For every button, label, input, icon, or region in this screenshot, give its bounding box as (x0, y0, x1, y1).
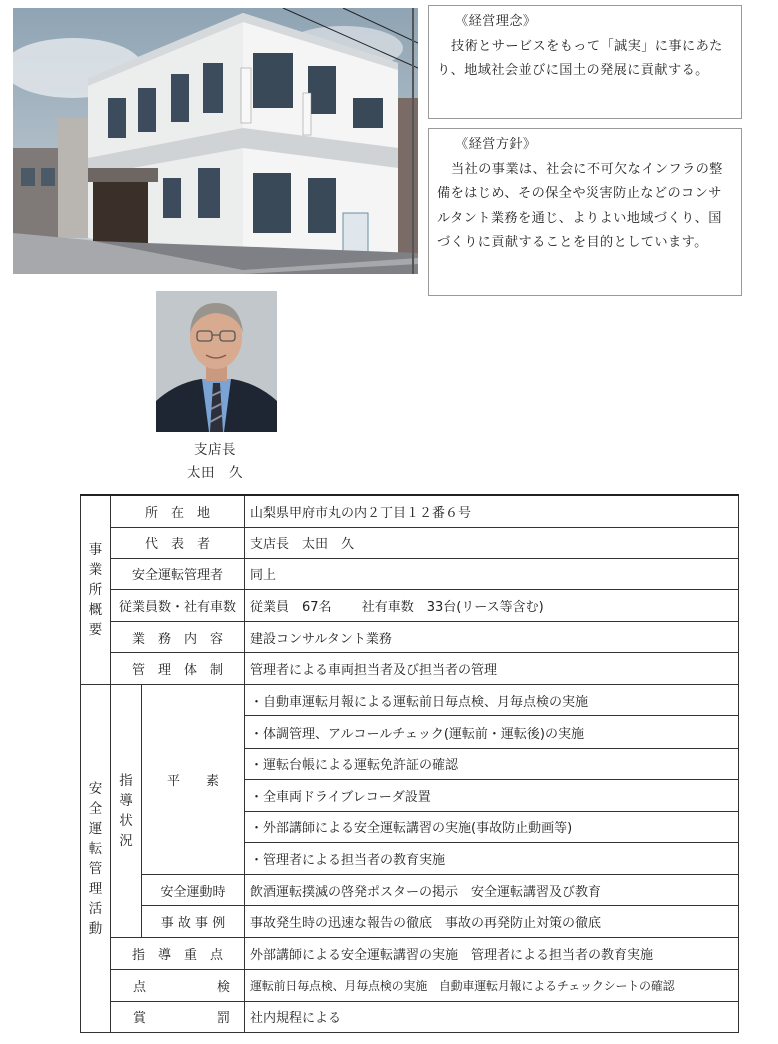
table-row (81, 622, 739, 653)
usual-item: ・体調管理、アルコールチェック(運転前・運転後)の実施 (245, 716, 739, 748)
value-business: 建設コンサルタント業務 (245, 622, 739, 653)
value-inspection: 運転前日毎点検、月毎点検の実施 自動車運転月報によるチェックシートの確認 (245, 969, 739, 1001)
value-accident-cases: 事故発生時の迅速な報告の徹底 事故の再発防止対策の徹底 (245, 906, 739, 938)
management-philosophy-title: 《経営理念》 (455, 14, 537, 29)
table-row (81, 495, 739, 527)
label-safety-campaign: 安全運動時 (142, 875, 245, 906)
label-accident-cases: 事 故 事 例 (142, 906, 245, 938)
usual-item: ・運転台帳による運転免許証の確認 (245, 748, 739, 779)
usual-item: ・全車両ドライブレコーダ設置 (245, 779, 739, 811)
value-safety-campaign: 飲酒運転撲滅の啓発ポスターの掲示 安全運転講習及び教育 (245, 875, 739, 906)
management-philosophy-box (428, 5, 742, 119)
label-management-system: 管 理 体 制 (111, 653, 245, 685)
branch-manager-title: 支店長 (194, 442, 236, 458)
branch-manager-name: 太田 久 (187, 465, 243, 481)
label-representative: 代 表 者 (111, 527, 245, 558)
table-row (81, 1001, 739, 1032)
office-summary-table (80, 494, 739, 1033)
table-row (81, 558, 739, 589)
usual-item: ・管理者による担当者の教育実施 (245, 843, 739, 875)
table-row (81, 906, 739, 938)
label-safety-manager: 安全運転管理者 (111, 558, 245, 589)
management-policy-title: 《経営方針》 (455, 137, 537, 152)
table-row (81, 527, 739, 558)
value-rewards-penalties: 社内規程による (245, 1001, 739, 1032)
table-row (81, 875, 739, 906)
management-policy-text: 当社の事業は、社会に不可欠なインフラの整備をはじめ、その保全や災害防止などのコンサルタント業務を通じ、よりよい地域づくり、国づくりに貢献することを目的としています。 (437, 161, 723, 250)
label-address: 所 在 地 (111, 495, 245, 527)
section-safe-driving: 安 全 運 転 管 理 活 動 (81, 685, 111, 1033)
value-representative: 支店長 太田 久 (245, 527, 739, 558)
management-philosophy-text: 技術とサービスをもって「誠実」に事にあたり、地域社会並びに国土の発展に貢献する。 (437, 38, 723, 78)
label-guidance-focus: 指 導 重 点 (111, 938, 245, 969)
label-business: 業 務 内 容 (111, 622, 245, 653)
value-guidance-focus: 外部講師による安全運転講習の実施 管理者による担当者の教育実施 (245, 938, 739, 969)
label-inspection: 点 検 (111, 969, 245, 1001)
subsection-guidance-status: 指 導 状 況 (111, 685, 142, 938)
branch-manager-portrait (156, 291, 277, 432)
label-usual: 平 素 (142, 685, 245, 875)
table-row (81, 653, 739, 685)
section-office-overview: 事 業 所 概 要 (81, 495, 111, 685)
usual-item: ・自動車運転月報による運転前日毎点検、月毎点検の実施 (245, 685, 739, 716)
table-row (81, 938, 739, 969)
office-building-photo (13, 8, 418, 274)
table-row (81, 969, 739, 1001)
label-rewards-penalties: 賞 罰 (111, 1001, 245, 1032)
value-management-system: 管理者による車両担当者及び担当者の管理 (245, 653, 739, 685)
usual-item: ・外部講師による安全運転講習の実施(事故防止動画等) (245, 811, 739, 842)
management-policy-box (428, 128, 742, 296)
value-address: 山梨県甲府市丸の内２丁目１２番６号 (245, 495, 739, 527)
table-row (81, 589, 739, 621)
value-employees-vehicles: 従業員 67名 社有車数 33台(リース等含む) (245, 589, 739, 621)
table-row (81, 685, 739, 716)
label-employees-vehicles: 従業員数・社有車数 (111, 589, 245, 621)
value-safety-manager: 同上 (245, 558, 739, 589)
